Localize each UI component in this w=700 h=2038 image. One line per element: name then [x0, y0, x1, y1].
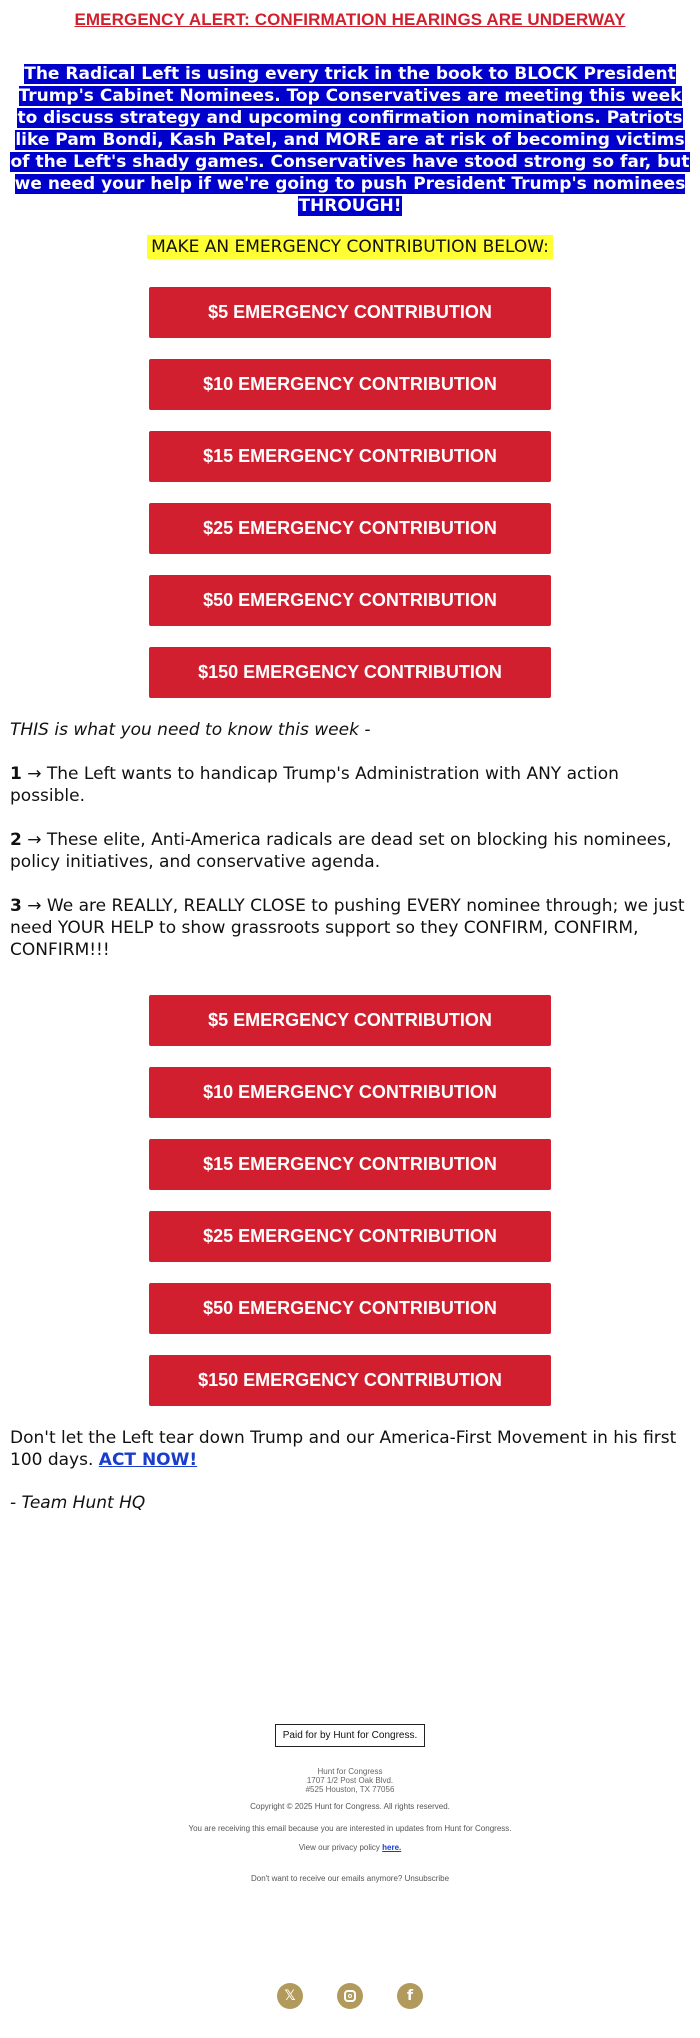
instagram-icon[interactable]	[337, 1983, 363, 2009]
intro-text: The Radical Left is using every trick in the book to BLOCK President Trump's Cabinet Nominees. Top Conservatives are meeting this week to discuss strategy and upcoming confirmation nominations. Patriots like Pam Bondi, Kash Patel, and MORE are at risk of becoming victims of the Left's shady games. Conservatives have stood strong so far, but we need your help if we're going to push President Trump's nominees THROUGH!	[10, 64, 690, 216]
know-line: THIS is what you need to know this week -	[10, 720, 371, 740]
closing-text: Don't let the Left tear down Trump and our America-First Movement in his first 100 days.	[10, 1428, 677, 1470]
social-links	[0, 1983, 700, 2009]
point-3	[10, 895, 690, 961]
contribute-150-button[interactable]: $150 EMERGENCY CONTRIBUTION	[149, 1355, 551, 1406]
point-1	[10, 763, 690, 807]
contribute-25-button[interactable]: $25 EMERGENCY CONTRIBUTION	[149, 503, 551, 554]
contribute-15-button[interactable]: $15 EMERGENCY CONTRIBUTION	[149, 431, 551, 482]
contribution-buttons-top	[0, 287, 700, 698]
privacy-line	[0, 1843, 700, 1852]
facebook-icon[interactable]	[397, 1983, 423, 2009]
receiving-notice: You are receiving this email because you are interested in updates from Hunt for Congress.	[188, 1824, 512, 1833]
contribution-heading	[0, 237, 700, 257]
contribute-150-button[interactable]: $150 EMERGENCY CONTRIBUTION	[149, 647, 551, 698]
contribute-25-button[interactable]: $25 EMERGENCY CONTRIBUTION	[149, 1211, 551, 1262]
address-line-1: 1707 1/2 Post Oak Blvd.	[306, 1776, 394, 1785]
footer	[0, 1513, 700, 2009]
point-number: 1	[10, 764, 22, 784]
point-number: 3	[10, 896, 22, 916]
contribute-5-button[interactable]: $5 EMERGENCY CONTRIBUTION	[149, 995, 551, 1046]
address-line-2: #525 Houston, TX 77056	[305, 1785, 395, 1794]
org-name: Hunt for Congress	[317, 1767, 383, 1776]
contribute-50-button[interactable]: $50 EMERGENCY CONTRIBUTION	[149, 1283, 551, 1334]
key-points	[0, 719, 700, 961]
contribute-5-button[interactable]: $5 EMERGENCY CONTRIBUTION	[149, 287, 551, 338]
contribute-50-button[interactable]: $50 EMERGENCY CONTRIBUTION	[149, 575, 551, 626]
point-text: → The Left wants to handicap Trump's Administration with ANY action possible.	[10, 764, 619, 806]
contribution-buttons-bottom	[0, 995, 700, 1406]
point-number: 2	[10, 830, 22, 850]
x-glyph: 𝕏	[284, 1988, 296, 2004]
contribute-10-button[interactable]: $10 EMERGENCY CONTRIBUTION	[149, 1067, 551, 1118]
instagram-glyph	[344, 1990, 356, 2002]
signoff: - Team Hunt HQ	[10, 1493, 146, 1513]
footer-address	[0, 1767, 700, 1794]
contribution-heading-text: MAKE AN EMERGENCY CONTRIBUTION BELOW:	[147, 235, 553, 259]
alert-headline-link[interactable]: EMERGENCY ALERT: CONFIRMATION HEARINGS ARE UNDERWAY	[74, 10, 626, 29]
privacy-link[interactable]: here.	[382, 1843, 402, 1852]
act-now-link[interactable]: ACT NOW!	[98, 1450, 198, 1470]
email-body	[0, 10, 700, 2009]
point-text: → These elite, Anti-America radicals are dead set on blocking his nominees, policy initiatives, and conservative agenda.	[10, 830, 672, 872]
copyright: Copyright © 2025 Hunt for Congress. All rights reserved.	[250, 1802, 450, 1811]
closing-paragraph	[0, 1427, 700, 1471]
facebook-glyph: f	[406, 1988, 414, 2004]
intro-paragraph	[8, 63, 692, 217]
unsubscribe-link[interactable]: Don't want to receive our emails anymore? Unsubscribe	[250, 1874, 450, 1883]
x-icon[interactable]	[277, 1983, 303, 2009]
point-2	[10, 829, 690, 873]
contribute-15-button[interactable]: $15 EMERGENCY CONTRIBUTION	[149, 1139, 551, 1190]
contribute-10-button[interactable]: $10 EMERGENCY CONTRIBUTION	[149, 359, 551, 410]
privacy-text: View our privacy policy	[298, 1843, 383, 1852]
point-text: → We are REALLY, REALLY CLOSE to pushing EVERY nominee through; we just need YOUR HELP to show grassroots support so they CONFIRM, CONFIRM, CONFIRM!!!	[10, 896, 685, 960]
paid-for-disclaimer: Paid for by Hunt for Congress.	[275, 1724, 426, 1747]
